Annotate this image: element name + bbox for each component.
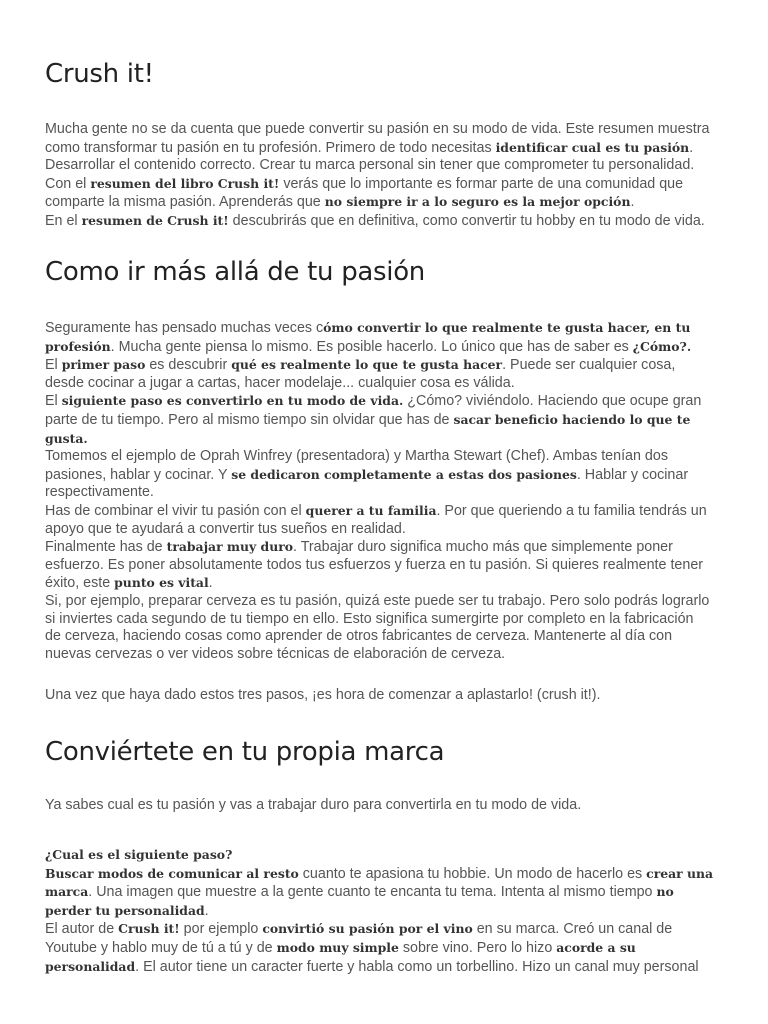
text-run: Mucha gente no se da cuenta que puede convertir su pasión en su modo de vida. Este resumen muestra como transformar tu pasión en tu profesión. Primero de todo necesitas bbox=[45, 121, 710, 156]
text-run: Si, por ejemplo, preparar cerveza es tu pasión, quizá este puede ser tu trabajo. Pero solo podrás lograrlo si inviertes cada segundo de tu tiempo en ello. Esto significa sumergirte por completo en la fabricación de cerveza, haciendo cosas como aprender de otros fabricantes de cerveza. Mantenerte al día con nuevas cervezas o ver videos sobre técnicas de elaboración de cerveza. bbox=[45, 592, 710, 662]
bold-text-run: modo muy simple bbox=[276, 939, 399, 955]
text-run: Seguramente has pensado muchas veces c bbox=[45, 320, 324, 336]
bold-text-run: no perder tu personalidad bbox=[45, 884, 674, 918]
bold-text-run: sacar beneficio haciendo lo que te gusta. bbox=[45, 411, 691, 446]
section-title-marca: Conviértete en tu propia marca bbox=[45, 737, 445, 767]
section-title-pasion: Como ir más allá de tu pasión bbox=[45, 257, 425, 287]
text-run: . Mucha gente piensa lo mismo. Es posible hacerlo. Lo único que has de saber es bbox=[110, 338, 633, 355]
text-run: . Trabajar duro significa mucho más que simplemente poner esfuerzo. Es poner absolutamente todos tus esfuerzos y fuerza en tu pasión. Si quieres realmente tener éxito, este bbox=[45, 539, 704, 592]
paragraph-pasion bbox=[45, 319, 713, 663]
text-run: . bbox=[204, 902, 209, 919]
paragraph-crush-it-steps: Una vez que haya dado estos tres pasos, ¡es hora de comenzar a aplastarlo! (crush it!). bbox=[45, 687, 601, 703]
bold-text-run: convirtió su pasión por el vino bbox=[262, 921, 473, 937]
text-run: sobre vino. Pero lo hizo bbox=[398, 939, 557, 956]
bold-text-run: ¿Cómo?. bbox=[632, 338, 692, 354]
paragraph-marca-intro: Ya sabes cual es tu pasión y vas a trabajar duro para convertirla en tu modo de vida. bbox=[45, 797, 582, 813]
text-run: . Por que queriendo a tu familia tendrás un apoyo que te ayudará a convertir tus sueños en realidad. bbox=[45, 502, 707, 537]
text-run: . Hablar y cocinar respectivamente. bbox=[45, 466, 689, 501]
text-run: por ejemplo bbox=[179, 921, 263, 938]
bold-text-run: resumen de Crush it! bbox=[81, 212, 229, 228]
bold-text-run: Buscar modos de comunicar al resto bbox=[45, 865, 299, 881]
bold-text-run: trabajar muy duro bbox=[166, 539, 294, 555]
bold-text-run: Crush it! bbox=[118, 921, 180, 937]
bold-text-run: primer paso bbox=[61, 357, 146, 373]
text-run: verás que lo importante es formar parte de una comunidad que comparte la misma pasión. Aprenderás que bbox=[45, 175, 684, 211]
text-run: Finalmente has de bbox=[45, 539, 167, 556]
text-run: cuanto te apasiona tu hobbie. Un modo de hacerlo es bbox=[298, 865, 647, 882]
text-run: Tomemos el ejemplo de Oprah Winfrey (presentadora) y Martha Stewart (Chef). Ambas tenían dos pasiones, hablar y cocinar. Y bbox=[45, 448, 668, 483]
paragraph-intro bbox=[45, 121, 720, 231]
bold-text-run: qué es realmente lo que te gusta hacer bbox=[231, 357, 503, 373]
bold-text-run: ómo convertir lo que realmente te gusta hacer, en tu profesión bbox=[45, 320, 691, 354]
bold-text-run: acorde a su personalidad bbox=[45, 939, 636, 974]
text-run: El bbox=[45, 357, 62, 374]
text-run: . Desarrollar el contenido correcto. Crear tu marca personal sin tener que comprometer tu personalidad. Con el bbox=[45, 139, 695, 192]
paragraph-marca bbox=[45, 846, 723, 976]
text-run: . bbox=[630, 194, 635, 211]
text-run: en su marca. Creó un canal de Youtube y hablo muy de tú a tú y de bbox=[45, 921, 673, 956]
text-run: . Una imagen que muestre a la gente cuanto te encanta tu tema. Intenta al mismo tiempo bbox=[88, 884, 657, 901]
bold-text-run: crear una marca bbox=[45, 865, 714, 900]
bold-text-run: punto es vital bbox=[114, 575, 209, 591]
text-run: Has de combinar el vivir tu pasión con el bbox=[45, 502, 306, 519]
bold-text-run: se dedicaron completamente a estas dos pasiones bbox=[231, 466, 577, 482]
bold-text-run: identificar cual es tu pasión bbox=[495, 139, 690, 155]
section-title-crush-it: Crush it! bbox=[45, 59, 154, 89]
question-heading: ¿Cual es el siguiente paso? bbox=[45, 847, 233, 862]
text-run: . bbox=[208, 575, 213, 592]
text-run: . El autor tiene un caracter fuerte y habla como un torbellino. Hizo un canal muy personal bbox=[135, 958, 699, 975]
bold-text-run: no siempre ir a lo seguro es la mejor opción bbox=[324, 194, 631, 210]
bold-text-run: resumen del libro Crush it! bbox=[90, 175, 280, 191]
text-run: El autor de bbox=[45, 921, 119, 938]
text-run: En el bbox=[45, 212, 82, 229]
text-run: . Puede ser cualquier cosa, desde cocinar a jugar a cartas, hacer modelaje... cualquier cosa es válida. bbox=[45, 357, 676, 391]
bold-text-run: querer a tu familia bbox=[305, 502, 437, 518]
text-run: descubrirás que en definitiva, como convertir tu hobby en tu modo de vida. bbox=[228, 212, 705, 229]
text-run: es descubrir bbox=[145, 357, 232, 374]
bold-text-run: siguiente paso es convertirlo en tu modo de vida. bbox=[61, 393, 404, 409]
text-run: ¿Cómo? viviéndolo. Haciendo que ocupe gran parte de tu tiempo. Pero al mismo tiempo sin olvidar que has de bbox=[45, 393, 702, 428]
text-run: El bbox=[45, 393, 62, 410]
